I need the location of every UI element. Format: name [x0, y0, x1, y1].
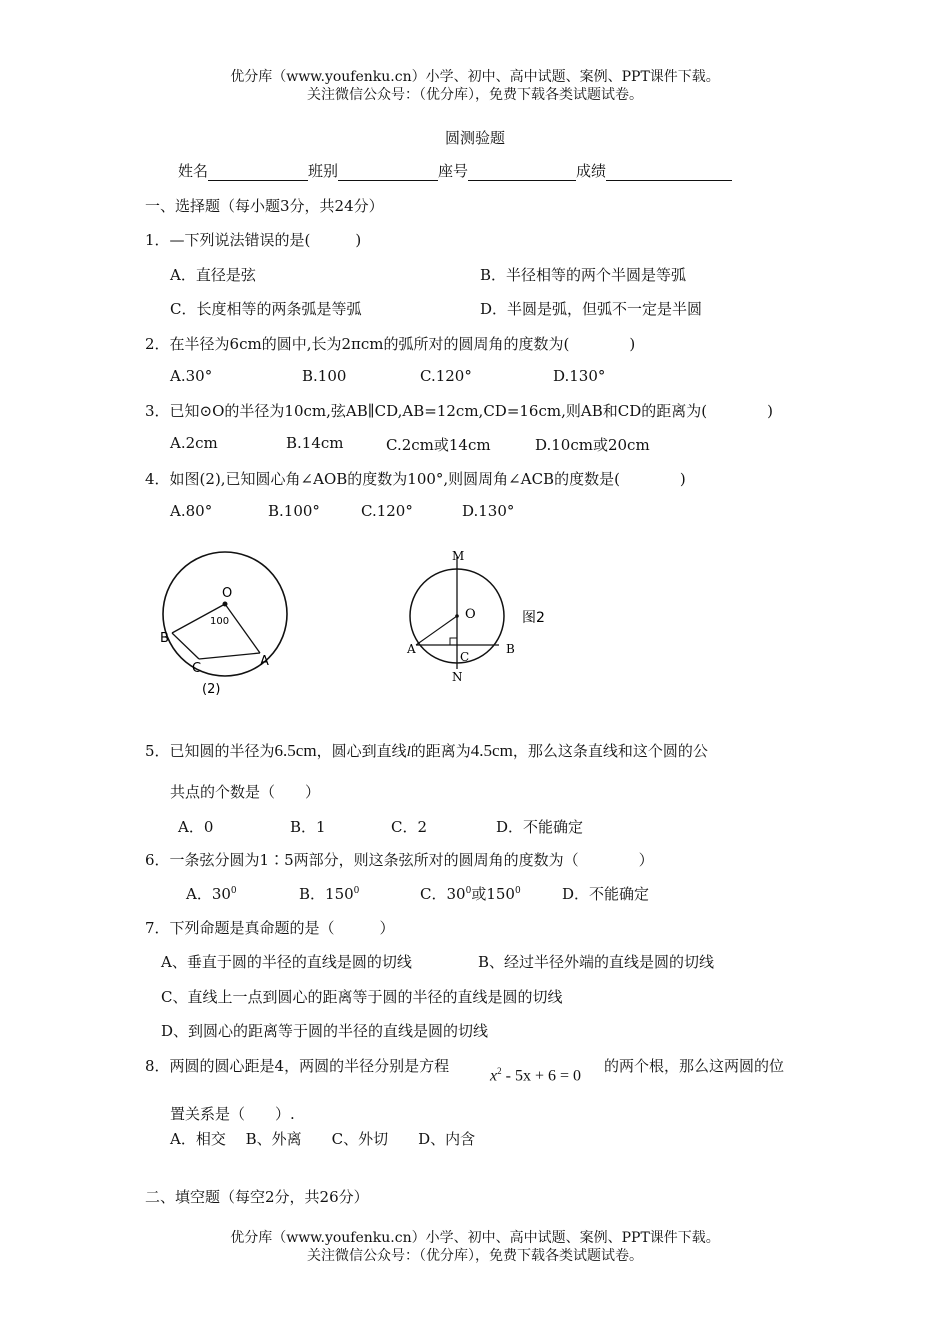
section-1-heading: 一、选择题（每小题3分，共24分） [145, 197, 384, 215]
header-line-2: 关注微信公众号：（优分库），免费下载各类试题试卷。 [307, 87, 643, 103]
q7-option-d: D、到圆心的距离等于圆的半径的直线是圆的切线 [161, 1022, 489, 1040]
fig1-radius-oa [225, 604, 260, 653]
q6-option-a-sup: 0 [230, 886, 237, 896]
q2-option-a: A.30° [170, 367, 213, 385]
fig2-right-angle-mark [450, 638, 457, 645]
q5-radius: 6.5cm [274, 741, 317, 760]
q3-option-a: A.2cm [170, 434, 218, 452]
q4-option-d: D.130° [462, 502, 515, 520]
name-label: 姓名 [178, 162, 209, 180]
q5-distance: 4.5cm [470, 741, 513, 760]
q5-option-b: B．1 [290, 818, 326, 836]
q7-option-b: B、经过半径外端的直线是圆的切线 [478, 953, 715, 971]
q6-option-b [299, 883, 359, 904]
q5-text-b: ，圆心到直线 [316, 742, 407, 760]
fig1-label-b: B [160, 631, 169, 646]
q8-eq-rest: - 5x + 6 = 0 [501, 1067, 581, 1085]
q5-line-1 [145, 740, 708, 761]
q1-option-a: A．直径是弦 [170, 266, 256, 284]
q3-stem: 3．已知⊙O的半径为10cm,弦AB∥CD,AB=12cm,CD=16cm,则AB和CD的距离为( ) [145, 402, 773, 420]
score-blank[interactable] [606, 164, 732, 181]
q6-option-a-text: A．30 [186, 885, 231, 903]
fig1-label-angle: 100 [210, 616, 230, 627]
q5-line-2: 共点的个数是（ ） [170, 783, 321, 801]
q2-option-c: C.120° [420, 367, 472, 385]
q8-options: A．相交 B、外离 C、外切 D、内含 [170, 1130, 476, 1148]
q8-equation [490, 1066, 581, 1085]
figure-tu2-diagram [400, 543, 570, 688]
q5-option-a: A．0 [178, 818, 214, 836]
fig2-label-n: N [452, 670, 463, 684]
q6-option-d: D．不能确定 [562, 885, 650, 903]
q2-option-b: B.100 [302, 367, 347, 385]
q3-option-b: B.14cm [286, 434, 344, 452]
score-label: 成绩 [576, 162, 607, 180]
q1-option-d: D．半圆是弧，但弧不一定是半圆 [480, 300, 703, 318]
q6-option-c-sup2: 0 [514, 886, 521, 896]
fig2-label-a: A [407, 642, 416, 656]
q5-text-c: 的距离为 [410, 742, 471, 760]
q6-option-b-text: B．150 [299, 885, 354, 903]
q2-option-d: D.130° [553, 367, 606, 385]
q6-option-c [420, 883, 521, 904]
q7-stem: 7．下列命题是真命题的是（ ） [145, 919, 395, 937]
name-blank[interactable] [208, 164, 308, 181]
footer-line-1: 优分库（www.youfenku.cn）小学、初中、高中试题、案例、PPT课件下载。 [230, 1230, 720, 1246]
fig1-label-a: A [260, 654, 269, 669]
fig2-radius-oa [416, 616, 457, 645]
q8-text-a: 8．两圆的圆心距是4，两圆的半径分别是方程 [145, 1057, 450, 1075]
fig2-label-m: M [452, 549, 465, 563]
q4-option-a: A.80° [170, 502, 213, 520]
seat-label: 座号 [438, 162, 469, 180]
q5-text-d: ，那么这条直线和这个圆的公 [512, 742, 708, 760]
q8-eq-sup: 2 [497, 1066, 502, 1076]
q3-option-d: D.10cm或20cm [535, 436, 650, 454]
fig1-chord-ca [199, 653, 260, 659]
class-blank[interactable] [338, 164, 438, 181]
fig2-label-b: B [506, 642, 515, 656]
q6-option-a [186, 883, 237, 904]
page-title: 圆测验题 [444, 129, 505, 147]
fig2-label-c: C [460, 650, 470, 664]
fig1-caption: (2) [202, 682, 221, 697]
q4-stem: 4．如图(2),已知圆心角∠AOB的度数为100°,则圆周角∠ACB的度数是( ) [145, 470, 686, 488]
q6-option-b-sup: 0 [353, 886, 360, 896]
q6-option-c-text: C．30 [420, 885, 466, 903]
q1-option-b: B．半径相等的两个半圆是等弧 [480, 266, 687, 284]
figure-2-diagram [150, 535, 310, 705]
q1-stem: 1．—下列说法错误的是( ) [145, 231, 362, 249]
q6-option-c-mid: 或150 [471, 885, 515, 903]
q7-option-a: A、垂直于圆的半径的直线是圆的切线 [161, 953, 412, 971]
header-line-1: 优分库（www.youfenku.cn）小学、初中、高中试题、案例、PPT课件下载。 [230, 69, 720, 85]
q6-option-c-sup1: 0 [465, 886, 472, 896]
q1-option-c: C．长度相等的两条弧是等弧 [170, 300, 362, 318]
class-label: 班别 [308, 162, 339, 180]
q4-option-c: C.120° [361, 502, 413, 520]
fig2-center-dot [455, 614, 459, 618]
q4-option-b: B.100° [268, 502, 320, 520]
q5-line-l: l [406, 744, 411, 760]
q3-option-c: C.2cm或14cm [386, 436, 491, 454]
fig1-label-c: C [192, 661, 202, 676]
footer-line-2: 关注微信公众号：（优分库），免费下载各类试题试卷。 [307, 1248, 643, 1264]
q7-option-c: C、直线上一点到圆心的距离等于圆的半径的直线是圆的切线 [161, 988, 563, 1006]
q6-stem: 6．一条弦分圆为1∶5两部分，则这条弦所对的圆周角的度数为（ ） [145, 851, 654, 869]
fig1-label-o: O [222, 586, 233, 601]
q8-text-b: 的两个根，那么这两圆的位 [604, 1057, 785, 1075]
fig2-caption: 图2 [522, 610, 545, 626]
q5-option-c: C．2 [391, 818, 428, 836]
section-2-heading: 二、填空题（每空2分，共26分） [145, 1188, 369, 1206]
q5-text-a: 5．已知圆的半径为 [145, 742, 275, 760]
info-line [178, 160, 732, 181]
q2-stem: 2．在半径为6cm的圆中,长为2πcm的弧所对的圆周角的度数为( ) [145, 335, 636, 353]
q8-line-2: 置关系是（ ）. [170, 1105, 295, 1123]
fig2-label-o: O [465, 607, 476, 622]
seat-blank[interactable] [468, 164, 576, 181]
q8-eq-x: x [490, 1067, 498, 1085]
fig1-chord-bc [172, 633, 199, 659]
q5-option-d: D．不能确定 [496, 818, 584, 836]
